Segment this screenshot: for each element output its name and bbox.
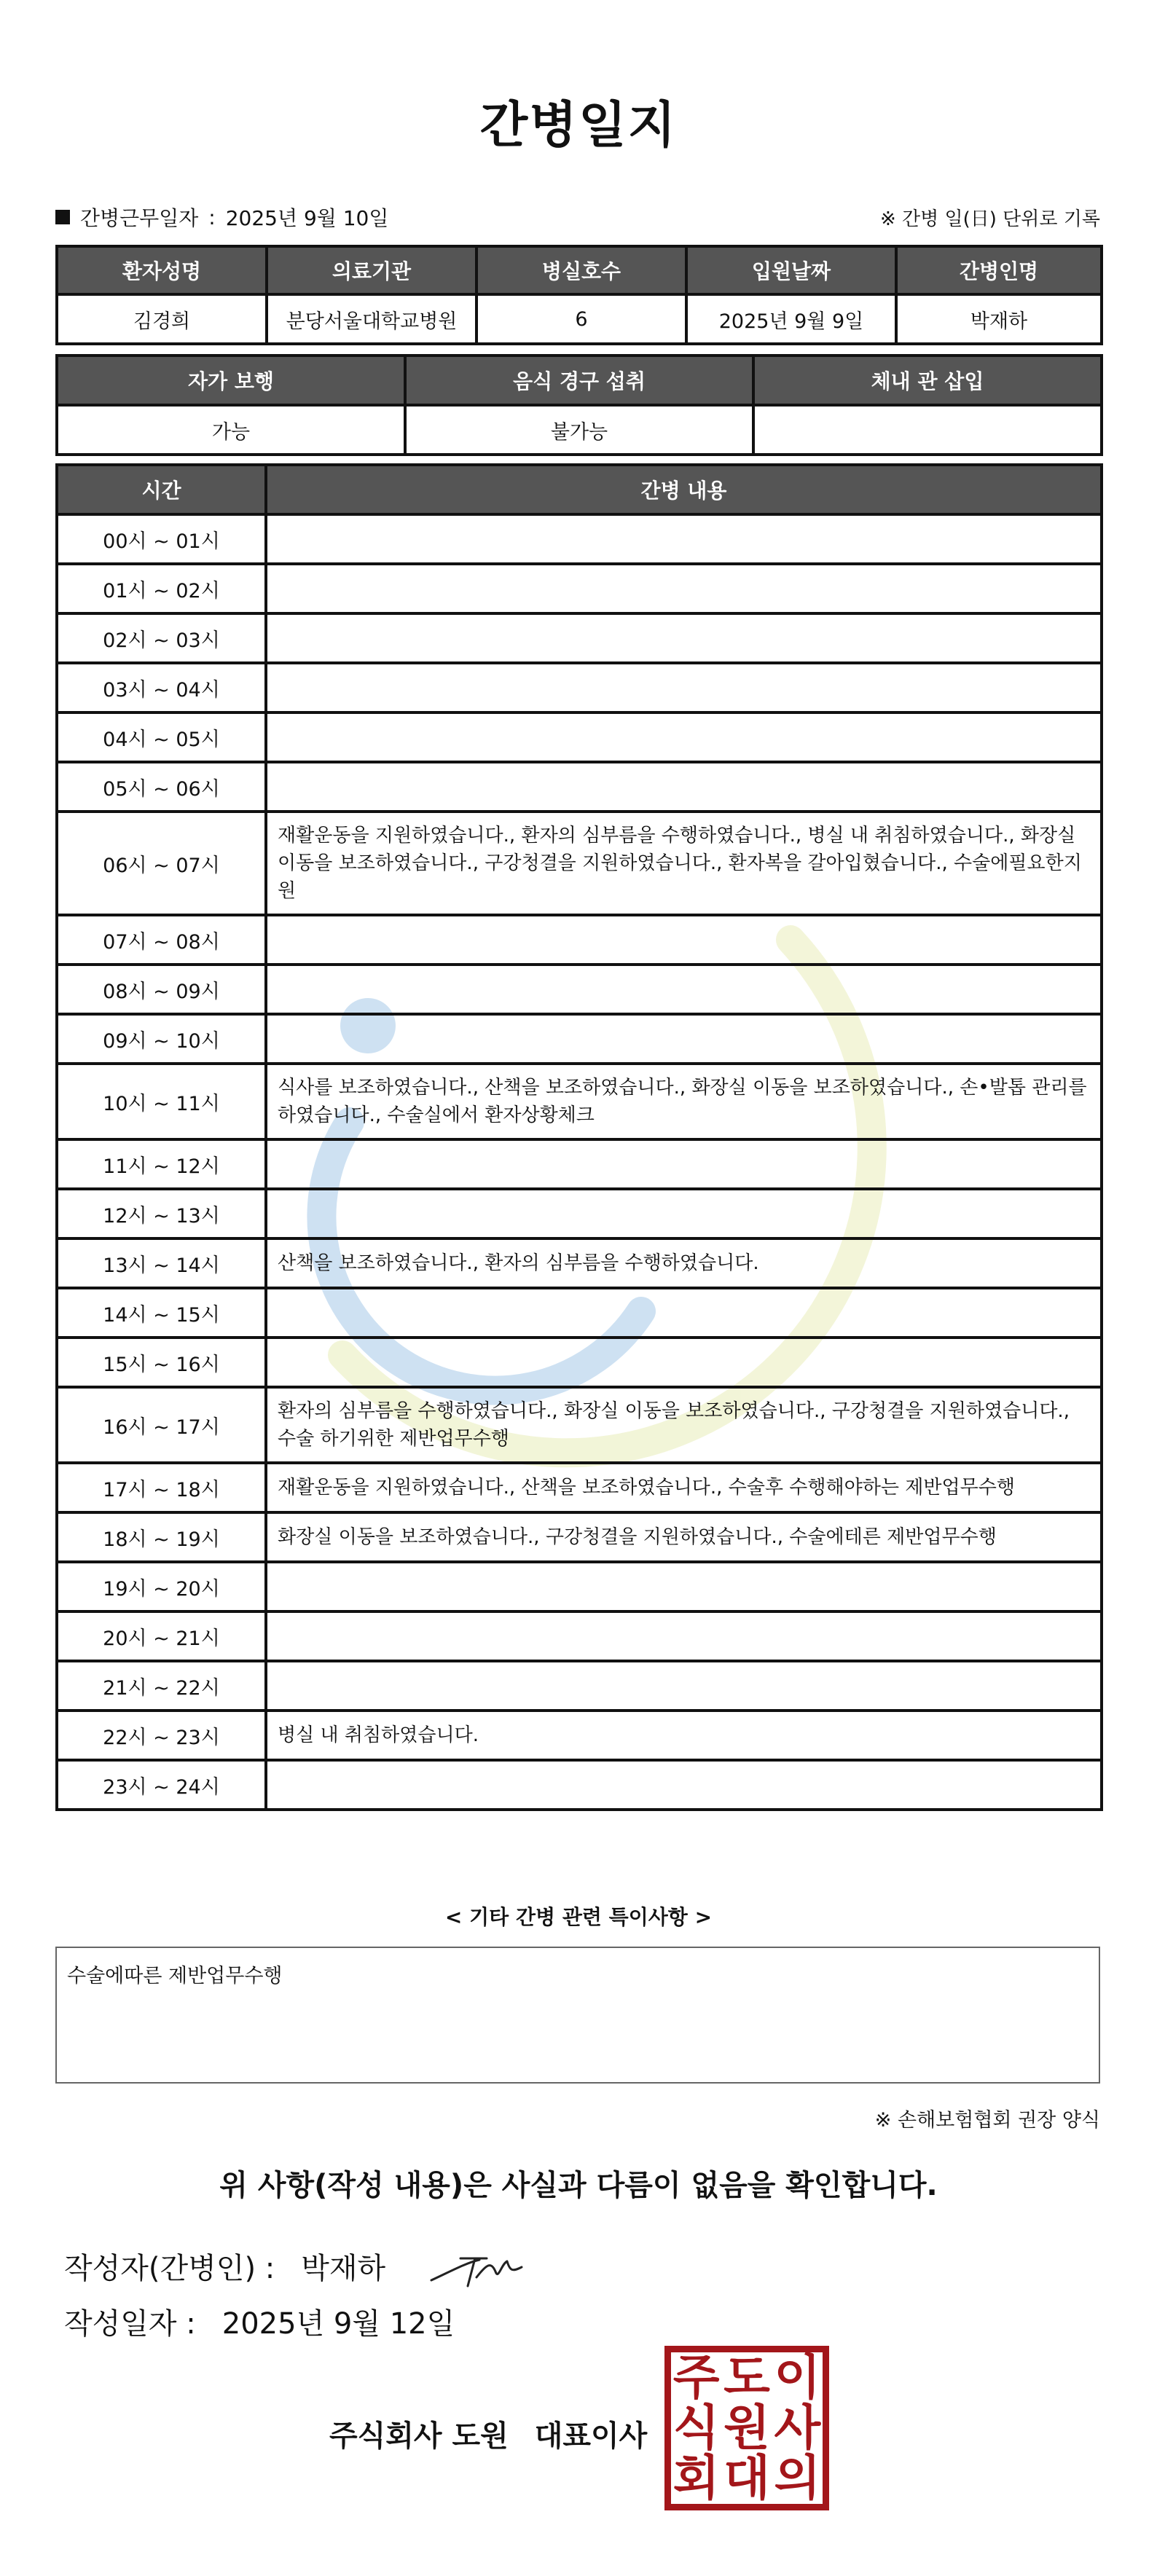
schedule-row	[57, 965, 1102, 1014]
schedule-row	[57, 915, 1102, 965]
care-content	[266, 712, 1102, 762]
time-slot: 20시 ~ 21시	[57, 1611, 266, 1661]
schedule-row	[57, 514, 1102, 564]
seal-glyph: 이	[774, 2349, 821, 2406]
time-slot: 12시 ~ 13시	[57, 1189, 266, 1238]
schedule-row	[57, 762, 1102, 812]
header-care-content: 간병 내용	[266, 465, 1102, 514]
seal-glyph: 도	[723, 2349, 770, 2406]
care-schedule-table	[55, 463, 1103, 1811]
time-slot: 10시 ~ 11시	[57, 1064, 266, 1139]
time-slot: 09시 ~ 10시	[57, 1014, 266, 1064]
work-date-value: 2025년 9월 10일	[225, 206, 389, 230]
seal-glyph: 회	[672, 2450, 720, 2507]
header-self-walking: 자가 보행	[57, 356, 405, 405]
care-content	[266, 965, 1102, 1014]
header-admission-date: 입원날짜	[686, 246, 896, 294]
time-slot: 02시 ~ 03시	[57, 613, 266, 663]
time-slot: 14시 ~ 15시	[57, 1288, 266, 1338]
written-date-label: 작성일자 :	[64, 2307, 196, 2341]
header-patient-name: 환자성명	[57, 246, 267, 294]
schedule-row	[57, 1338, 1102, 1387]
schedule-row	[57, 1512, 1102, 1562]
patient-name: 김경희	[57, 294, 267, 344]
time-slot: 03시 ~ 04시	[57, 663, 266, 712]
time-slot: 06시 ~ 07시	[57, 812, 266, 915]
time-slot: 11시 ~ 12시	[57, 1139, 266, 1189]
seal-glyph: 식	[672, 2399, 720, 2456]
time-slot: 22시 ~ 23시	[57, 1711, 266, 1760]
schedule-row	[57, 1611, 1102, 1661]
care-content: 환자의 심부름을 수행하였습니다., 화장실 이동을 보조하였습니다., 구강청결을 지원하였습니다., 수술 하기위한 제반업무수행	[266, 1387, 1102, 1463]
header-room: 병실호수	[476, 246, 686, 294]
care-content	[266, 1139, 1102, 1189]
time-slot: 16시 ~ 17시	[57, 1387, 266, 1463]
care-content	[266, 514, 1102, 564]
schedule-row	[57, 1711, 1102, 1760]
care-content	[266, 1189, 1102, 1238]
room-number: 6	[476, 294, 686, 344]
time-slot: 15시 ~ 16시	[57, 1338, 266, 1387]
care-content	[266, 762, 1102, 812]
schedule-row	[57, 1238, 1102, 1288]
time-slot: 18시 ~ 19시	[57, 1512, 266, 1562]
care-content: 식사를 보조하였습니다., 산책을 보조하였습니다., 화장실 이동을 보조하였습니다., 손•발톱 관리를 하였습니다., 수술실에서 환자상황체크	[266, 1064, 1102, 1139]
header-hospital: 의료기관	[267, 246, 476, 294]
work-date-separator: :	[208, 205, 216, 229]
schedule-row	[57, 1288, 1102, 1338]
written-date-line	[64, 2301, 455, 2342]
care-content: 산책을 보조하였습니다., 환자의 심부름을 수행하였습니다.	[266, 1238, 1102, 1288]
schedule-row	[57, 1463, 1102, 1512]
time-slot: 08시 ~ 09시	[57, 965, 266, 1014]
bullet-square-icon	[55, 210, 70, 224]
writer-line	[64, 2245, 385, 2287]
self-walking-value: 가능	[57, 405, 405, 455]
document-title: 간병일지	[479, 97, 678, 154]
schedule-row	[57, 1661, 1102, 1711]
care-content: 재활운동을 지원하였습니다., 산책을 보조하였습니다., 수술후 수행해야하는 제반업무수행	[266, 1463, 1102, 1512]
care-content	[266, 1338, 1102, 1387]
unit-note: ※ 간병 일(日) 단위로 기록	[879, 208, 1100, 230]
header-oral-intake: 음식 경구 섭취	[405, 356, 753, 405]
tube-insertion-value	[753, 405, 1102, 455]
care-content	[266, 1288, 1102, 1338]
schedule-row	[57, 812, 1102, 915]
schedule-row	[57, 1760, 1102, 1810]
oral-intake-value: 불가능	[405, 405, 753, 455]
care-content	[266, 1562, 1102, 1611]
work-date-label: 간병근무일자	[80, 206, 199, 230]
patient-status-table	[55, 354, 1103, 456]
seal-glyph: 주	[672, 2349, 720, 2406]
seal-glyph: 원	[723, 2399, 770, 2456]
time-slot: 23시 ~ 24시	[57, 1760, 266, 1810]
time-slot: 21시 ~ 22시	[57, 1661, 266, 1711]
writer-label: 작성자(간병인) :	[64, 2252, 275, 2285]
company-name: 주식회사 도원	[329, 2419, 509, 2453]
schedule-row	[57, 1064, 1102, 1139]
schedule-row	[57, 712, 1102, 762]
company-seal	[664, 2346, 829, 2510]
care-content: 병실 내 취침하였습니다.	[266, 1711, 1102, 1760]
work-date	[55, 203, 388, 232]
schedule-row	[57, 1139, 1102, 1189]
seal-glyph: 사	[774, 2399, 821, 2456]
care-content	[266, 1760, 1102, 1810]
care-content	[266, 1611, 1102, 1661]
header-time: 시간	[57, 465, 266, 514]
time-slot: 17시 ~ 18시	[57, 1463, 266, 1512]
seal-glyph: 대	[723, 2450, 770, 2507]
schedule-row	[57, 1387, 1102, 1463]
patient-info-table	[55, 245, 1103, 345]
signature	[428, 2242, 538, 2293]
time-slot: 04시 ~ 05시	[57, 712, 266, 762]
hospital-name: 분당서울대학교병원	[267, 294, 476, 344]
notes-box	[55, 1947, 1100, 2084]
time-slot: 19시 ~ 20시	[57, 1562, 266, 1611]
company-line	[329, 2413, 647, 2454]
care-content: 화장실 이동을 보조하였습니다., 구강청결을 지원하였습니다., 수술에테른 제반업무수행	[266, 1512, 1102, 1562]
header-tube-insertion: 체내 관 삽입	[753, 356, 1102, 405]
care-content	[266, 564, 1102, 613]
schedule-row	[57, 1189, 1102, 1238]
association-note: ※ 손해보험협회 권장 양식	[874, 2109, 1100, 2132]
time-slot: 00시 ~ 01시	[57, 514, 266, 564]
care-content	[266, 613, 1102, 663]
writer-name: 박재하	[301, 2252, 386, 2285]
schedule-row	[57, 613, 1102, 663]
care-content	[266, 1661, 1102, 1711]
written-date-value: 2025년 9월 12일	[221, 2307, 455, 2341]
time-slot: 07시 ~ 08시	[57, 915, 266, 965]
schedule-row	[57, 1562, 1102, 1611]
schedule-row	[57, 1014, 1102, 1064]
care-content: 재활운동을 지원하였습니다., 환자의 심부름을 수행하였습니다., 병실 내 취침하였습니다., 화장실 이동을 보조하였습니다., 구강청결을 지원하였습니다., 환자복을 갈아입혔습니다., 수술에필요한지원	[266, 812, 1102, 915]
admission-date: 2025년 9월 9일	[686, 294, 896, 344]
confirmation-statement: 위 사항(작성 내용)은 사실과 다름이 없음을 확인합니다.	[219, 2169, 938, 2202]
schedule-row	[57, 564, 1102, 613]
seal-glyph: 의	[774, 2450, 821, 2507]
care-content	[266, 1014, 1102, 1064]
care-content	[266, 663, 1102, 712]
time-slot: 13시 ~ 14시	[57, 1238, 266, 1288]
schedule-row	[57, 663, 1102, 712]
notes-content: 수술에따른 제반업무수행	[67, 1965, 283, 1987]
time-slot: 05시 ~ 06시	[57, 762, 266, 812]
ceo-label: 대표이사	[534, 2419, 648, 2453]
caregiver-name: 박재하	[896, 294, 1102, 344]
care-content	[266, 915, 1102, 965]
header-caregiver: 간병인명	[896, 246, 1102, 294]
time-slot: 01시 ~ 02시	[57, 564, 266, 613]
notes-title: < 기타 간병 관련 특이사항 >	[444, 1905, 713, 1929]
